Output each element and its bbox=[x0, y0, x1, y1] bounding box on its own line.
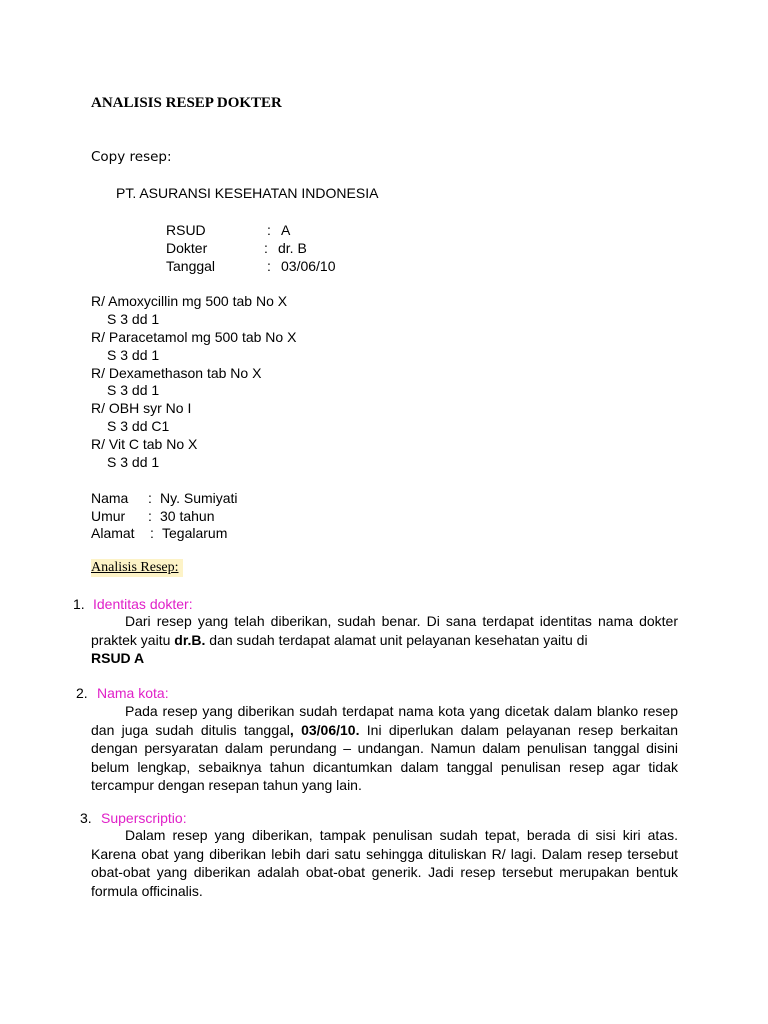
prescription-item: R/ Vit C tab No X bbox=[91, 436, 198, 452]
field-label-tanggal: Tanggal bbox=[166, 258, 216, 274]
document-title: ANALISIS RESEP DOKTER bbox=[91, 95, 282, 111]
section-number: 3. bbox=[80, 810, 92, 826]
paragraph-text: Dalam resep yang diberikan, tampak penulisan sudah tepat, berada di sisi kiri atas. Karena obat yang diberikan lebih dari satu sehingga dituliskan R/ lagi. Dalam resep tersebut obat-obat yang diberikan adalah obat-obat generik. Jadi resep tersebut merupakan bentuk formula officinalis. bbox=[91, 827, 678, 899]
paragraph-text: dan sudah terdapat alamat unit pelayanan kesehatan yaitu di bbox=[205, 631, 588, 648]
patient-label-nama: Nama bbox=[91, 490, 129, 506]
field-label-rsud: RSUD bbox=[166, 222, 206, 238]
section-paragraph bbox=[91, 702, 678, 795]
field-value-tanggal: 03/06/10 bbox=[281, 258, 336, 274]
field-value-rsud: A bbox=[281, 222, 291, 238]
section-number: 2. bbox=[76, 685, 88, 701]
copy-resep-label: Copy resep: bbox=[91, 149, 172, 165]
patient-colon: : bbox=[148, 508, 152, 524]
patient-colon: : bbox=[150, 525, 154, 541]
field-colon: : bbox=[267, 222, 271, 238]
field-colon: : bbox=[264, 240, 268, 256]
prescription-item: R/ Paracetamol mg 500 tab No X bbox=[91, 329, 297, 345]
company-name: PT. ASURANSI KESEHATAN INDONESIA bbox=[116, 185, 379, 201]
patient-value-alamat: Tegalarum bbox=[162, 525, 228, 541]
paragraph-bold: , 03/06/10. bbox=[289, 721, 360, 738]
paragraph-bold: dr.B. bbox=[174, 631, 206, 648]
patient-label-alamat: Alamat bbox=[91, 525, 135, 541]
field-label-dokter: Dokter bbox=[166, 240, 208, 256]
prescription-item: R/ Amoxycillin mg 500 tab No X bbox=[91, 293, 288, 309]
prescription-item: R/ OBH syr No I bbox=[91, 400, 192, 416]
paragraph-text: Pada resep yang diberikan sudah terdapat nama kota yang dicetak dalam blanko resep dan juga sudah ditulis tanggal bbox=[91, 703, 678, 738]
prescription-item: R/ Dexamethason tab No X bbox=[91, 365, 262, 381]
patient-colon: : bbox=[148, 490, 152, 506]
field-colon: : bbox=[267, 258, 271, 274]
field-value-dokter: dr. B bbox=[278, 240, 307, 256]
analisis-resep-label: Analisis Resep: bbox=[91, 559, 183, 577]
section-paragraph bbox=[91, 612, 678, 668]
section-heading-identitas-dokter: Identitas dokter: bbox=[93, 596, 193, 612]
paragraph-text: Ini diperlukan dalam pelayanan resep berkaitan dengan persyaratan dalam perundang – undangan. Namun dalam penulisan tanggal disini belum lengkap, sebaiknya tahun dicantumkan dalam tanggal penulisan resep agar tidak tercampur dengan resepan tahun yang lain. bbox=[91, 721, 678, 793]
prescription-signa: S 3 dd C1 bbox=[107, 418, 170, 434]
patient-label-umur: Umur bbox=[91, 508, 126, 524]
patient-value-nama: Ny. Sumiyati bbox=[160, 490, 238, 506]
section-paragraph bbox=[91, 826, 678, 900]
prescription-signa: S 3 dd 1 bbox=[107, 382, 160, 398]
section-heading-superscriptio: Superscriptio: bbox=[101, 810, 187, 826]
section-number: 1. bbox=[73, 596, 85, 612]
patient-value-umur: 30 tahun bbox=[160, 508, 215, 524]
prescription-signa: S 3 dd 1 bbox=[107, 347, 160, 363]
prescription-signa: S 3 dd 1 bbox=[107, 454, 160, 470]
paragraph-bold: RSUD A bbox=[91, 650, 145, 666]
paragraph-text: Dari resep yang telah diberikan, sudah benar. Di sana terdapat identitas nama dokter praktek yaitu bbox=[91, 613, 678, 648]
prescription-signa: S 3 dd 1 bbox=[107, 311, 160, 327]
section-heading-nama-kota: Nama kota: bbox=[97, 685, 169, 701]
